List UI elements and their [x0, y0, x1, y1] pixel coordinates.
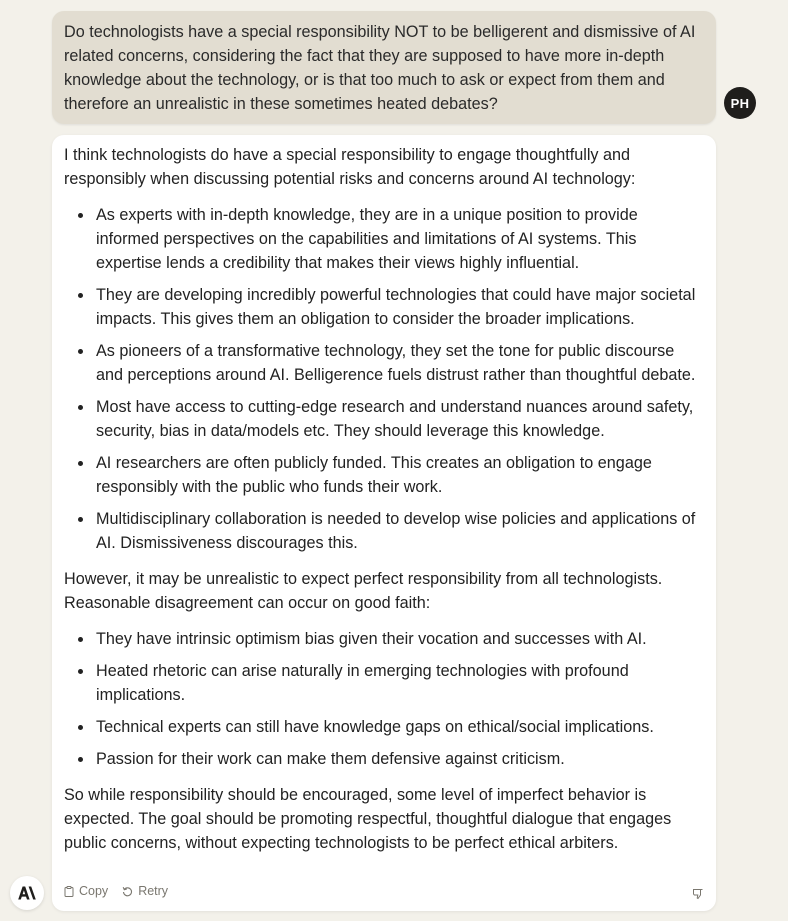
list-item: Most have access to cutting-edge research and understand nuances around safety, security, bias in data/models etc. They should leverage this knowledge. [96, 395, 704, 443]
user-message-text: Do technologists have a special responsibility NOT to be belligerent and dismissive of AI related concerns, considering the fact that they are supposed to have more in-depth knowledge about the technology, or is that too much to ask or expect from them and therefore an unrealistic in these sometimes heated debates? [64, 23, 696, 113]
list-item: Technical experts can still have knowledge gaps on ethical/social implications. [96, 715, 704, 739]
list-item: Multidisciplinary collaboration is needed to develop wise policies and applications of AI. Dismissiveness discourages this. [96, 507, 704, 555]
retry-label: Retry [138, 884, 169, 898]
anthropic-logo-icon [18, 886, 36, 900]
list-item: As pioneers of a transformative technology, they set the tone for public discourse and perceptions around AI. Belligerence fuels distrust rather than thoughtful debate. [96, 339, 704, 387]
assistant-logo [10, 876, 44, 910]
assistant-message-card [52, 135, 716, 911]
list-item: They are developing incredibly powerful technologies that could have major societal impacts. This gives them an obligation to consider the broader implications. [96, 283, 704, 331]
assistant-however-paragraph: However, it may be unrealistic to expect perfect responsibility from all technologists. Reasonable disagreement can occur on good faith: [64, 570, 663, 612]
assistant-intro-paragraph: I think technologists do have a special responsibility to engage thoughtfully and responsibly when discussing potential risks and concerns around AI technology: [64, 146, 636, 188]
assistant-conclusion-paragraph: So while responsibility should be encouraged, some level of imperfect behavior is expected. The goal should be promoting respectful, thoughtful dialogue that engages public concerns, without expecting technologists to be perfect ethical arbiters. [64, 786, 672, 852]
copy-button[interactable] [64, 884, 108, 898]
list-item: Heated rhetoric can arise naturally in emerging technologies with profound implications. [96, 659, 704, 707]
user-avatar [724, 87, 756, 119]
message-actions [64, 884, 168, 898]
list-item: AI researchers are often publicly funded. This creates an obligation to engage responsibly with the public who funds their work. [96, 451, 704, 499]
retry-icon [122, 886, 133, 897]
feedback-button[interactable] [692, 887, 704, 899]
caveats-list [64, 627, 704, 771]
list-item: Passion for their work can make them defensive against criticism. [96, 747, 704, 771]
user-message-bubble [52, 11, 716, 124]
reasons-list [64, 203, 704, 555]
retry-button[interactable] [122, 884, 168, 898]
clipboard-icon [64, 886, 74, 897]
avatar-initials: PH [730, 95, 750, 111]
copy-label: Copy [79, 884, 109, 898]
thumbs-down-icon [692, 888, 704, 900]
list-item: They have intrinsic optimism bias given their vocation and successes with AI. [96, 627, 704, 651]
list-item: As experts with in-depth knowledge, they are in a unique position to provide informed perspectives on the capabilities and limitations of AI systems. This expertise lends a credibility that makes their views highly influential. [96, 203, 704, 275]
